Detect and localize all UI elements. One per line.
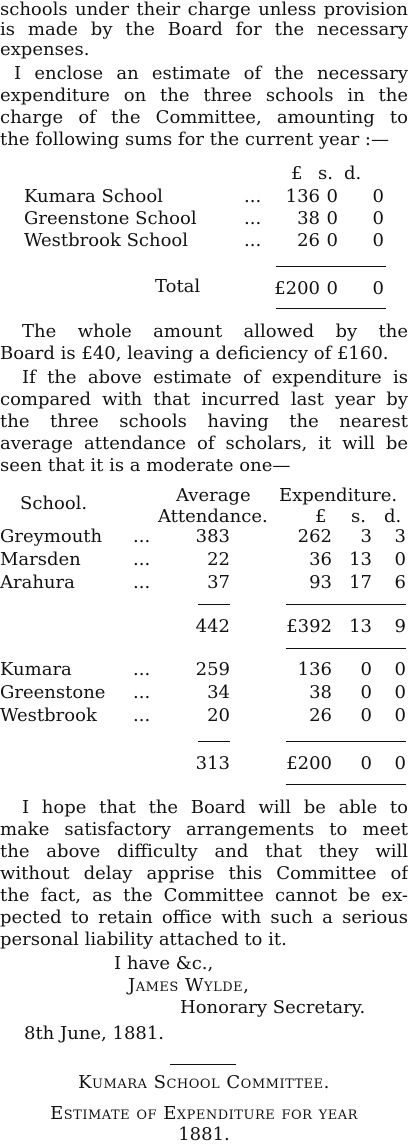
estimate-line-1: I enclose an estimate of the necessary <box>14 63 408 84</box>
t2-total-attendance: 442 <box>195 616 230 637</box>
t2-school-name: Greenstone <box>0 682 106 703</box>
t2-attendance: 34 <box>207 682 230 703</box>
t2-header-attendance: Attendance. <box>158 506 268 527</box>
t1-total-pence: 0 <box>372 278 384 299</box>
t2-pounds: 36 <box>309 549 332 570</box>
t1-pence: 0 <box>372 208 384 229</box>
t2-att-rule-2 <box>198 741 230 742</box>
signatory-name: James Wylde, <box>128 975 250 996</box>
estimate-line-4: the following sums for the current year :— <box>0 129 389 150</box>
compare-line-1: If the above estimate of expenditure is <box>22 367 408 388</box>
t1-school-name: Kumara School <box>24 186 163 207</box>
t2-exp-rule-1 <box>286 604 406 605</box>
compare-line-2: compared with that incurred last year by <box>0 389 408 410</box>
t2-pounds: 136 <box>297 659 332 680</box>
t1-header-pence: d. <box>344 163 362 184</box>
t2-pence: 0 <box>394 659 406 680</box>
t2-school-name: Westbrook <box>0 705 97 726</box>
t1-sum-rule <box>276 266 386 267</box>
t1-school-name: Greenstone School <box>24 208 197 229</box>
t1-leader-dots: ... <box>244 230 262 251</box>
t1-shillings: 0 <box>326 186 338 207</box>
t2-pence: 0 <box>394 705 406 726</box>
t1-total-label: Total <box>155 276 201 297</box>
hope-line-7: personal liability attached to it. <box>0 929 287 950</box>
estimate-line-2: expenditure on the three schools in the <box>0 85 408 106</box>
t1-pence: 0 <box>372 230 384 251</box>
t2-attendance: 383 <box>195 526 230 547</box>
t2-leader-dots: ... <box>133 526 151 547</box>
t2-total-pounds: £200 <box>286 753 332 774</box>
t1-header-shillings: s. <box>318 163 333 184</box>
salutation: I have &c., <box>114 953 214 974</box>
t2-header-pence: d. <box>384 506 402 527</box>
intro-line-1: schools under their charge unless provision <box>0 0 408 20</box>
t2-pence: 0 <box>394 549 406 570</box>
t2-att-rule-1 <box>198 604 230 605</box>
intro-line-3: expenses. <box>0 39 90 60</box>
t2-pounds: 262 <box>297 526 332 547</box>
t1-leader-dots: ... <box>244 186 262 207</box>
signatory-title: Honorary Secretary. <box>180 997 366 1018</box>
t2-total-rule-2 <box>286 784 406 785</box>
t2-leader-dots: ... <box>133 549 151 570</box>
compare-line-5: seen that it is a moderate one— <box>0 455 291 476</box>
t2-total-pence: 0 <box>394 753 406 774</box>
t1-leader-dots: ... <box>244 208 262 229</box>
t2-shillings: 17 <box>349 572 372 593</box>
t1-school-name: Westbrook School <box>24 230 189 251</box>
t2-shillings: 0 <box>360 682 372 703</box>
section-divider <box>170 1064 236 1065</box>
t1-pounds: 136 <box>285 186 320 207</box>
hope-line-5: the fact, as the Committee cannot be ex- <box>0 885 408 906</box>
t1-pounds: 26 <box>297 230 320 251</box>
t1-total-shillings: 0 <box>326 278 338 299</box>
t2-total-rule-1 <box>286 648 406 649</box>
t2-shillings: 0 <box>360 705 372 726</box>
t2-total-pounds: £392 <box>286 616 332 637</box>
t2-pence: 3 <box>394 526 406 547</box>
hope-line-4: without delay apprise this Committee of <box>0 863 408 884</box>
hope-line-6: pected to retain office with such a serious <box>0 907 408 928</box>
t2-total-shillings: 13 <box>349 616 372 637</box>
t2-school-name: Marsden <box>0 549 81 570</box>
t2-header-shillings: s. <box>351 506 366 527</box>
t2-leader-dots: ... <box>133 572 151 593</box>
t2-shillings: 3 <box>360 526 372 547</box>
t2-pounds: 93 <box>309 572 332 593</box>
t2-pounds: 38 <box>309 682 332 703</box>
t2-attendance: 37 <box>207 572 230 593</box>
t2-school-name: Arahura <box>0 572 75 593</box>
t2-exp-rule-2 <box>286 741 406 742</box>
committee-heading: Kumara School Committee. <box>78 1072 330 1093</box>
t2-school-name: Kumara <box>0 659 72 680</box>
t2-header-school: School. <box>20 493 88 514</box>
t2-leader-dots: ... <box>133 659 151 680</box>
hope-line-3: the above difficulty and that they will <box>0 841 408 862</box>
t2-shillings: 13 <box>349 549 372 570</box>
estimate-heading: Estimate of Expenditure for year <box>50 1103 358 1124</box>
t2-attendance: 22 <box>207 549 230 570</box>
t2-school-name: Greymouth <box>0 526 103 547</box>
t2-header-pounds: £ <box>315 506 327 527</box>
t1-total-pounds: £200 <box>274 278 320 299</box>
t2-attendance: 259 <box>195 659 230 680</box>
t2-attendance: 20 <box>207 705 230 726</box>
hope-line-2: make satisfactory arrangements to meet <box>0 819 408 840</box>
letter-date: 8th June, 1881. <box>24 1023 165 1044</box>
t2-pence: 6 <box>394 572 406 593</box>
t1-pounds: 38 <box>297 208 320 229</box>
t2-shillings: 0 <box>360 659 372 680</box>
whole-line-1: The whole amount allowed by the <box>22 321 408 342</box>
t2-total-shillings: 0 <box>360 753 372 774</box>
t1-shillings: 0 <box>326 230 338 251</box>
t1-shillings: 0 <box>326 208 338 229</box>
t2-header-expenditure: Expenditure. <box>279 485 398 506</box>
t2-total-attendance: 313 <box>195 753 230 774</box>
hope-line-1: I hope that the Board will be able to <box>22 797 408 818</box>
t1-total-rule <box>276 308 386 309</box>
t2-leader-dots: ... <box>133 682 151 703</box>
estimate-line-3: charge of the Committee, amounting to <box>0 107 408 128</box>
t1-pence: 0 <box>372 186 384 207</box>
intro-line-2: is made by the Board for the necessary <box>0 19 408 40</box>
compare-line-4: average attendance of scholars, it will be <box>0 433 408 454</box>
t1-header-pounds: £ <box>291 163 303 184</box>
estimate-year: 1881. <box>178 1124 230 1145</box>
t2-pence: 0 <box>394 682 406 703</box>
compare-line-3: the three schools having the nearest <box>0 411 408 432</box>
t2-pounds: 26 <box>309 705 332 726</box>
t2-leader-dots: ... <box>133 705 151 726</box>
t2-total-pence: 9 <box>394 616 406 637</box>
whole-line-2: Board is £40, leaving a deficiency of £160. <box>0 343 389 364</box>
t2-header-average: Average <box>176 485 251 506</box>
